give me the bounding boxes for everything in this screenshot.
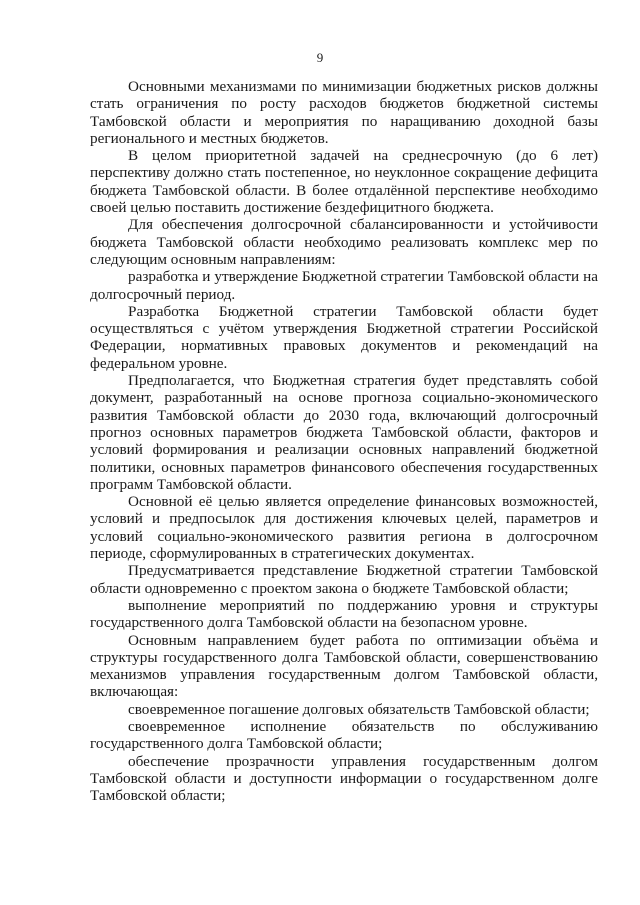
paragraph: своевременное исполнение обязательств по обслуживанию государственного долга Тамбовской области; xyxy=(90,717,598,753)
paragraph: Для обеспечения долгосрочной сбалансированности и устойчивости бюджета Тамбовской области необходимо реализовать комплекс мер по следующим основным направлениям: xyxy=(90,216,598,268)
paragraph: В целом приоритетной задачей на среднесрочную (до 6 лет) перспективу должно стать постепенное, но неуклонное сокращение дефицита бюджета Тамбовской области. В более отдалённой перспективе необходимо своей целью поставить достижение бездефицитного бюджета. xyxy=(90,147,598,217)
paragraph: обеспечение прозрачности управления государственным долгом Тамбовской области и доступности информации о государственном долге Тамбовской области; xyxy=(90,752,598,805)
paragraph: Предполагается, что Бюджетная стратегия будет представлять собой документ, разработанный на основе прогноза социально-экономического развития Тамбовской области до 2030 года, включающий долгосрочный прогноз основных параметров бюджета Тамбовской области, факторов и условий формирования и реализации основных направлений бюджетной политики, основных параметров финансового обеспечения государственных программ Тамбовской области. xyxy=(90,372,598,493)
paragraph: выполнение мероприятий по поддержанию уровня и структуры государственного долга Тамбовской области на безопасном уровне. xyxy=(90,596,598,632)
paragraph: Предусматривается представление Бюджетной стратегии Тамбовской области одновременно с проектом закона о бюджете Тамбовской области; xyxy=(90,562,598,597)
paragraph: своевременное погашение долговых обязательств Тамбовской области; xyxy=(128,700,590,718)
paragraph: Разработка Бюджетной стратегии Тамбовской области будет осуществляться с учётом утверждения Бюджетной стратегии Российской Федерации, нормативных правовых документов и рекомендаций на федеральном уровне. xyxy=(90,302,598,372)
document-body xyxy=(90,78,598,804)
page-number: 9 xyxy=(316,50,324,65)
paragraph: разработка и утверждение Бюджетной стратегии Тамбовской области на долгосрочный период. xyxy=(90,268,598,303)
paragraph: Основной её целью является определение финансовых возможностей, условий и предпосылок для достижения ключевых целей, параметров и условий социально-экономического развития региона в долгосрочном периоде, сформулированных в стратегических документах. xyxy=(90,493,598,563)
paragraph: Основным направлением будет работа по оптимизации объёма и структуры государственного долга Тамбовской области, совершенствованию механизмов управления государственным долгом Тамбовской области, включающая: xyxy=(90,631,598,701)
paragraph: Основными механизмами по минимизации бюджетных рисков должны стать ограничения по росту расходов бюджетов бюджетной системы Тамбовской области и мероприятия по наращиванию доходной базы регионального и местных бюджетов. xyxy=(90,78,598,147)
